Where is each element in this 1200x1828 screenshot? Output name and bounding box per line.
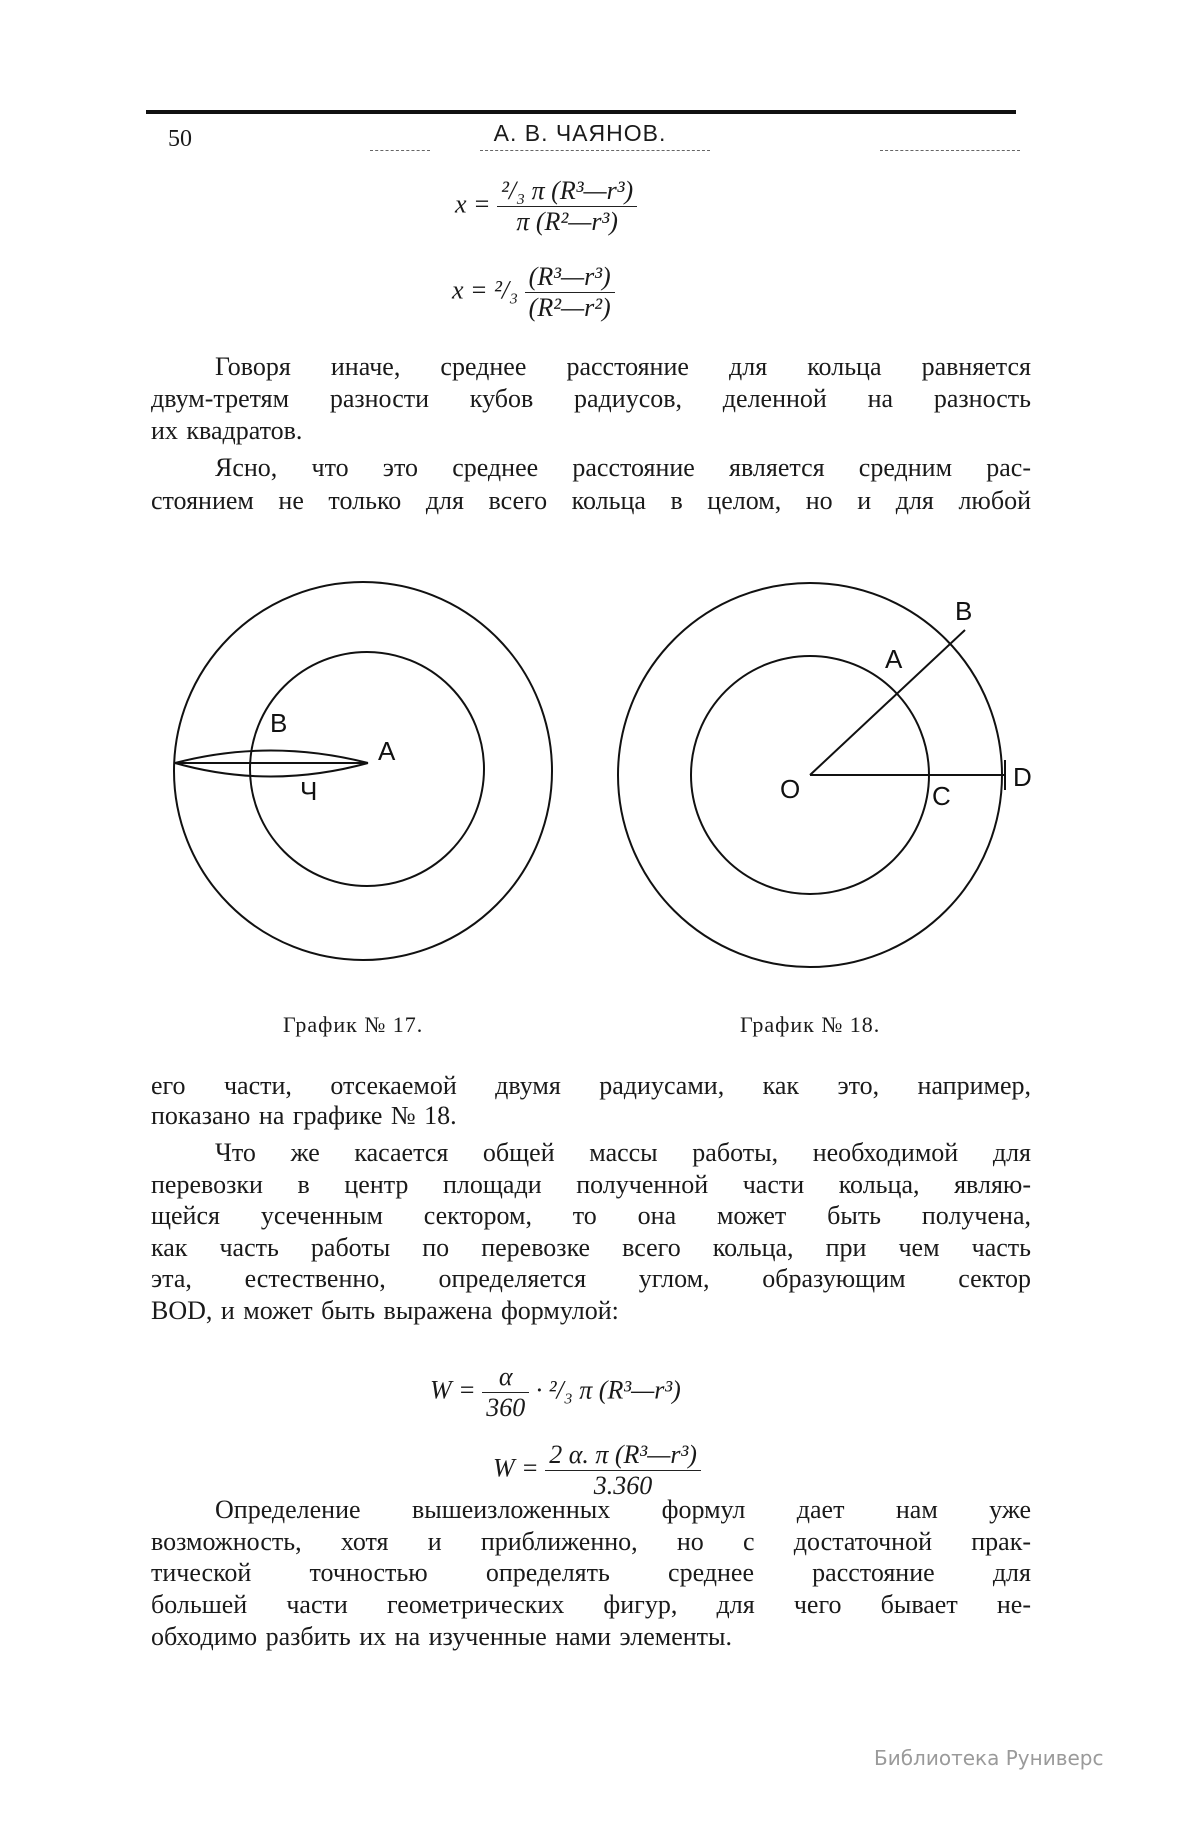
figure-17 [174, 582, 552, 960]
inner-circle [250, 652, 484, 886]
label-a: A [378, 736, 396, 766]
caption-fig-18: График № 18. [740, 1012, 881, 1037]
caption-fig-17: График № 17. [283, 1012, 424, 1037]
outer-circle [174, 582, 552, 960]
label-c: C [932, 781, 951, 811]
formula-w-2: W = $\frac{\text{2 α. π (R³—r³)}}{3.360}$ [493, 1440, 701, 1501]
label-b: B [955, 596, 973, 626]
watermark: Библиотека Руниверс [874, 1746, 1104, 1770]
page-number: 50 [168, 126, 192, 152]
formula-w-1: W = $\frac{\alpha}{360}$ · ²/₃ π (R³—r³) [430, 1362, 681, 1422]
upper-arc [175, 751, 368, 764]
lower-arc [175, 763, 368, 777]
formula-x-2: x = ²/₃ $\frac{\text{(R³—r³)}}{\text{(R²—r²)}}$ [452, 262, 615, 323]
formula-x-1: x = $\frac{\text{²/₃ π (R³—r³)}}{\text{π (R²—r³)}}$ [455, 176, 637, 237]
label-d: D [1013, 762, 1032, 792]
figure-18 [618, 583, 1032, 967]
label-a: A [885, 644, 903, 674]
label-ch: Ч [300, 776, 318, 806]
running-head: А. В. ЧАЯНОВ. [493, 120, 667, 146]
label-o: O [780, 774, 801, 804]
label-b: B [270, 708, 288, 738]
